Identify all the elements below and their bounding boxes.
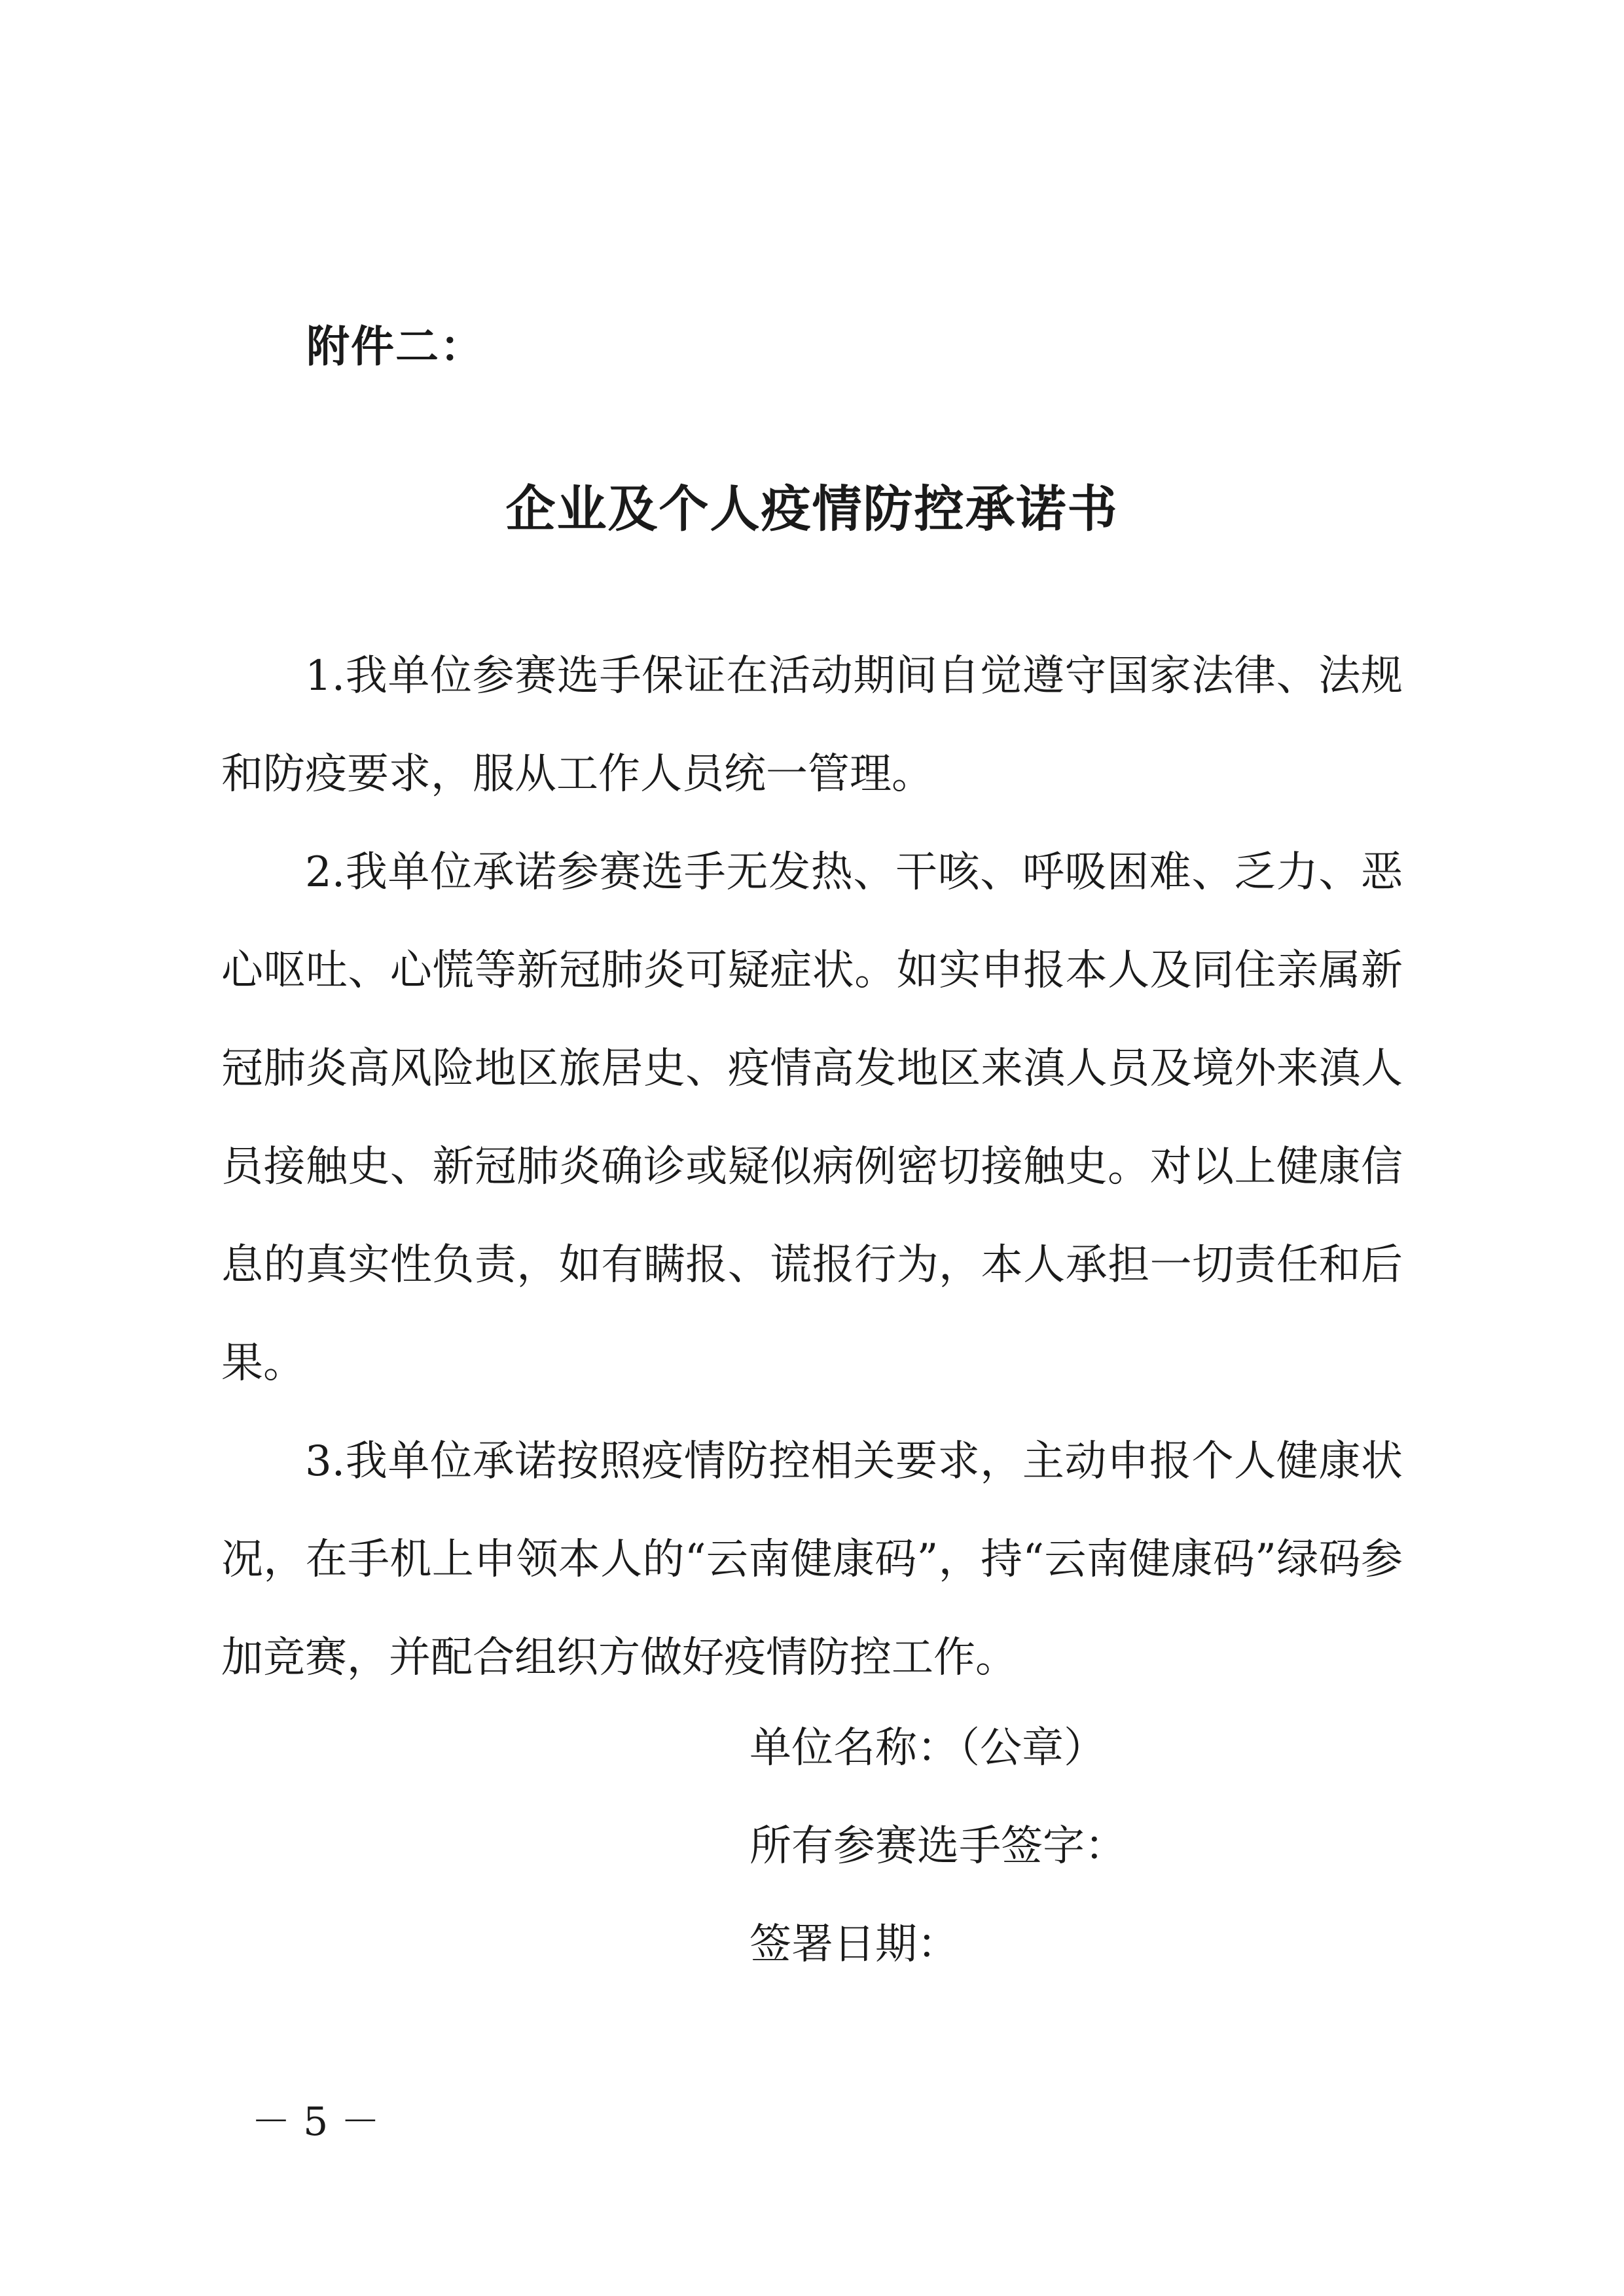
commitment-body (221, 627, 1403, 1707)
attachment-label: 附件二： (306, 321, 484, 372)
commitment-item-3: 3.我单位承诺按照疫情防控相关要求，主动申报个人健康状况，在手机上申领本人的“云南健康码”，持“云南健康码”绿码参加竞赛，并配合组织方做好疫情防控工作。 (221, 1437, 1403, 1682)
document-title: 企业及个人疫情防控承诺书 (505, 480, 1119, 538)
commitment-item-1: 1.我单位参赛选手保证在活动期间自觉遵守国家法律、法规和防疫要求，服从工作人员统一管理。 (221, 652, 1403, 798)
signature-block (749, 1699, 1127, 1994)
sign-date-line: 签署日期： (749, 1920, 959, 1969)
commitment-item-2: 2.我单位承诺参赛选手无发热、干咳、呼吸困难、乏力、恶心呕吐、心慌等新冠肺炎可疑症状。如实申报本人及同住亲属新冠肺炎高风险地区旅居史、疫情高发地区来滇人员及境外来滇人员接触史、新冠肺炎确诊或疑似病例密切接触史。对以上健康信息的真实性负责，如有瞒报、谎报行为，本人承担一切责任和后果。 (221, 848, 1403, 1388)
participants-signature-line: 所有参赛选手签字： (749, 1822, 1127, 1871)
page-number: － 5 － (251, 2099, 380, 2145)
unit-name-line: 单位名称：（公章） (749, 1724, 1106, 1772)
